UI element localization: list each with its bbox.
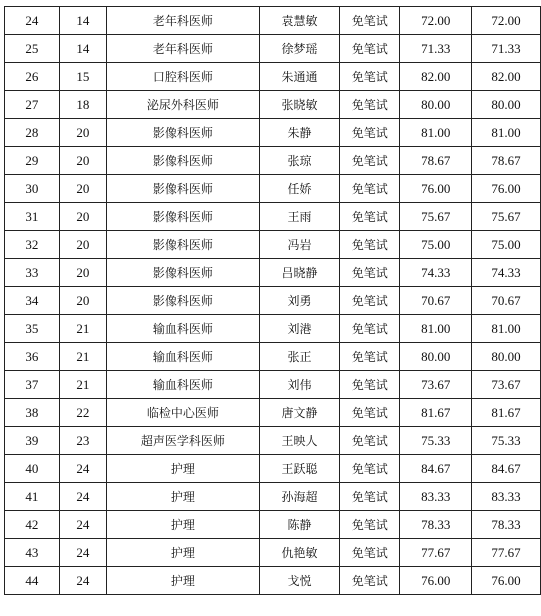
position-cell: 影像科医师 — [107, 175, 260, 203]
table-row — [5, 455, 541, 483]
candidate-name-cell: 王映人 — [259, 427, 340, 455]
sequence-cell: 38 — [5, 399, 60, 427]
exam-mode-cell: 免笔试 — [340, 259, 400, 287]
score-cell: 80.00 — [400, 343, 472, 371]
position-cell: 护理 — [107, 511, 260, 539]
position-cell: 护理 — [107, 483, 260, 511]
score-cell: 77.67 — [400, 539, 472, 567]
job-code-cell: 18 — [59, 91, 106, 119]
table-row — [5, 483, 541, 511]
position-cell: 老年科医师 — [107, 35, 260, 63]
job-code-cell: 22 — [59, 399, 106, 427]
candidate-name-cell: 张正 — [259, 343, 340, 371]
job-code-cell: 21 — [59, 343, 106, 371]
candidate-name-cell: 徐梦瑶 — [259, 35, 340, 63]
table-row — [5, 7, 541, 35]
table-row — [5, 567, 541, 595]
position-cell: 输血科医师 — [107, 371, 260, 399]
exam-mode-cell: 免笔试 — [340, 343, 400, 371]
score-cell: 83.33 — [400, 483, 472, 511]
candidate-name-cell: 王跃聪 — [259, 455, 340, 483]
job-code-cell: 23 — [59, 427, 106, 455]
candidate-name-cell: 任娇 — [259, 175, 340, 203]
total-score-cell: 80.00 — [472, 343, 541, 371]
table-row — [5, 399, 541, 427]
candidate-name-cell: 戈悦 — [259, 567, 340, 595]
exam-mode-cell: 免笔试 — [340, 147, 400, 175]
score-cell: 80.00 — [400, 91, 472, 119]
job-code-cell: 14 — [59, 35, 106, 63]
exam-mode-cell: 免笔试 — [340, 511, 400, 539]
total-score-cell: 74.33 — [472, 259, 541, 287]
candidate-name-cell: 朱静 — [259, 119, 340, 147]
candidate-name-cell: 唐文静 — [259, 399, 340, 427]
table-row — [5, 175, 541, 203]
position-cell: 输血科医师 — [107, 343, 260, 371]
position-cell: 影像科医师 — [107, 231, 260, 259]
total-score-cell: 75.67 — [472, 203, 541, 231]
position-cell: 影像科医师 — [107, 203, 260, 231]
score-cell: 74.33 — [400, 259, 472, 287]
position-cell: 护理 — [107, 455, 260, 483]
sequence-cell: 31 — [5, 203, 60, 231]
exam-mode-cell: 免笔试 — [340, 203, 400, 231]
total-score-cell: 73.67 — [472, 371, 541, 399]
sequence-cell: 27 — [5, 91, 60, 119]
sequence-cell: 44 — [5, 567, 60, 595]
sequence-cell: 34 — [5, 287, 60, 315]
total-score-cell: 82.00 — [472, 63, 541, 91]
exam-mode-cell: 免笔试 — [340, 399, 400, 427]
position-cell: 老年科医师 — [107, 7, 260, 35]
exam-mode-cell: 免笔试 — [340, 455, 400, 483]
total-score-cell: 81.67 — [472, 399, 541, 427]
table-row — [5, 343, 541, 371]
exam-mode-cell: 免笔试 — [340, 175, 400, 203]
exam-mode-cell: 免笔试 — [340, 231, 400, 259]
sequence-cell: 25 — [5, 35, 60, 63]
total-score-cell: 75.33 — [472, 427, 541, 455]
score-cell: 73.67 — [400, 371, 472, 399]
candidate-name-cell: 张琼 — [259, 147, 340, 175]
score-cell: 76.00 — [400, 175, 472, 203]
table-row — [5, 147, 541, 175]
total-score-cell: 81.00 — [472, 315, 541, 343]
results-table — [4, 6, 541, 595]
candidate-name-cell: 冯岩 — [259, 231, 340, 259]
job-code-cell: 20 — [59, 203, 106, 231]
score-cell: 72.00 — [400, 7, 472, 35]
table-row — [5, 287, 541, 315]
sequence-cell: 40 — [5, 455, 60, 483]
table-row — [5, 119, 541, 147]
score-cell: 81.00 — [400, 119, 472, 147]
candidate-name-cell: 刘伟 — [259, 371, 340, 399]
score-cell: 81.00 — [400, 315, 472, 343]
job-code-cell: 20 — [59, 287, 106, 315]
total-score-cell: 76.00 — [472, 567, 541, 595]
candidate-name-cell: 陈静 — [259, 511, 340, 539]
sequence-cell: 32 — [5, 231, 60, 259]
sequence-cell: 26 — [5, 63, 60, 91]
total-score-cell: 78.67 — [472, 147, 541, 175]
total-score-cell: 72.00 — [472, 7, 541, 35]
exam-mode-cell: 免笔试 — [340, 427, 400, 455]
sequence-cell: 43 — [5, 539, 60, 567]
table-row — [5, 427, 541, 455]
sequence-cell: 28 — [5, 119, 60, 147]
exam-mode-cell: 免笔试 — [340, 567, 400, 595]
table-row — [5, 35, 541, 63]
score-cell: 78.33 — [400, 511, 472, 539]
position-cell: 临检中心医师 — [107, 399, 260, 427]
job-code-cell: 20 — [59, 259, 106, 287]
total-score-cell: 83.33 — [472, 483, 541, 511]
exam-mode-cell: 免笔试 — [340, 371, 400, 399]
score-cell: 71.33 — [400, 35, 472, 63]
sequence-cell: 39 — [5, 427, 60, 455]
job-code-cell: 24 — [59, 483, 106, 511]
sequence-cell: 33 — [5, 259, 60, 287]
table-row — [5, 259, 541, 287]
table-row — [5, 63, 541, 91]
score-cell: 82.00 — [400, 63, 472, 91]
exam-mode-cell: 免笔试 — [340, 539, 400, 567]
candidate-name-cell: 孙海超 — [259, 483, 340, 511]
sequence-cell: 29 — [5, 147, 60, 175]
total-score-cell: 76.00 — [472, 175, 541, 203]
total-score-cell: 78.33 — [472, 511, 541, 539]
position-cell: 泌尿外科医师 — [107, 91, 260, 119]
total-score-cell: 75.00 — [472, 231, 541, 259]
sequence-cell: 35 — [5, 315, 60, 343]
candidate-name-cell: 朱通通 — [259, 63, 340, 91]
job-code-cell: 20 — [59, 231, 106, 259]
total-score-cell: 80.00 — [472, 91, 541, 119]
position-cell: 影像科医师 — [107, 259, 260, 287]
table-row — [5, 539, 541, 567]
table-row — [5, 315, 541, 343]
sequence-cell: 37 — [5, 371, 60, 399]
candidate-name-cell: 仇艳敏 — [259, 539, 340, 567]
job-code-cell: 20 — [59, 175, 106, 203]
total-score-cell: 70.67 — [472, 287, 541, 315]
score-cell: 81.67 — [400, 399, 472, 427]
job-code-cell: 24 — [59, 567, 106, 595]
exam-mode-cell: 免笔试 — [340, 483, 400, 511]
total-score-cell: 77.67 — [472, 539, 541, 567]
job-code-cell: 21 — [59, 315, 106, 343]
candidate-name-cell: 张晓敏 — [259, 91, 340, 119]
sequence-cell: 41 — [5, 483, 60, 511]
position-cell: 口腔科医师 — [107, 63, 260, 91]
score-cell: 75.33 — [400, 427, 472, 455]
table-row — [5, 203, 541, 231]
candidate-name-cell: 刘港 — [259, 315, 340, 343]
score-cell: 76.00 — [400, 567, 472, 595]
score-cell: 75.00 — [400, 231, 472, 259]
job-code-cell: 20 — [59, 147, 106, 175]
candidate-name-cell: 王雨 — [259, 203, 340, 231]
table-row — [5, 511, 541, 539]
position-cell: 影像科医师 — [107, 119, 260, 147]
position-cell: 影像科医师 — [107, 147, 260, 175]
total-score-cell: 81.00 — [472, 119, 541, 147]
table-row — [5, 91, 541, 119]
position-cell: 护理 — [107, 539, 260, 567]
job-code-cell: 24 — [59, 455, 106, 483]
job-code-cell: 21 — [59, 371, 106, 399]
position-cell: 超声医学科医师 — [107, 427, 260, 455]
sequence-cell: 42 — [5, 511, 60, 539]
job-code-cell: 14 — [59, 7, 106, 35]
exam-mode-cell: 免笔试 — [340, 287, 400, 315]
position-cell: 护理 — [107, 567, 260, 595]
exam-mode-cell: 免笔试 — [340, 7, 400, 35]
job-code-cell: 24 — [59, 511, 106, 539]
score-cell: 70.67 — [400, 287, 472, 315]
exam-mode-cell: 免笔试 — [340, 35, 400, 63]
sequence-cell: 30 — [5, 175, 60, 203]
exam-mode-cell: 免笔试 — [340, 315, 400, 343]
score-cell: 84.67 — [400, 455, 472, 483]
sequence-cell: 36 — [5, 343, 60, 371]
exam-mode-cell: 免笔试 — [340, 119, 400, 147]
candidate-name-cell: 袁慧敏 — [259, 7, 340, 35]
job-code-cell: 20 — [59, 119, 106, 147]
candidate-name-cell: 吕晓静 — [259, 259, 340, 287]
table-row — [5, 371, 541, 399]
total-score-cell: 84.67 — [472, 455, 541, 483]
candidate-name-cell: 刘勇 — [259, 287, 340, 315]
total-score-cell: 71.33 — [472, 35, 541, 63]
table-body — [5, 7, 541, 595]
table-row — [5, 231, 541, 259]
score-cell: 75.67 — [400, 203, 472, 231]
position-cell: 输血科医师 — [107, 315, 260, 343]
job-code-cell: 24 — [59, 539, 106, 567]
score-cell: 78.67 — [400, 147, 472, 175]
exam-mode-cell: 免笔试 — [340, 91, 400, 119]
sequence-cell: 24 — [5, 7, 60, 35]
job-code-cell: 15 — [59, 63, 106, 91]
position-cell: 影像科医师 — [107, 287, 260, 315]
exam-mode-cell: 免笔试 — [340, 63, 400, 91]
